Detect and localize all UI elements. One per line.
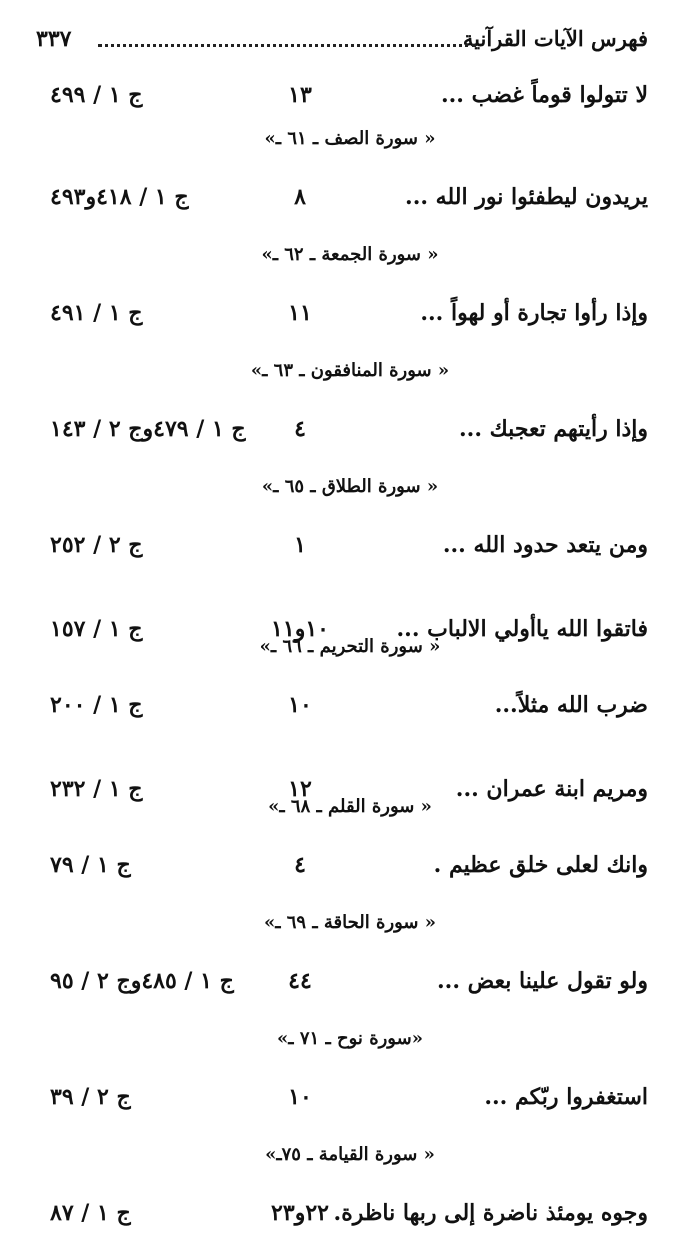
page-header bbox=[36, 14, 648, 54]
surah-heading bbox=[0, 1140, 700, 1172]
ayah-number: ١٢ bbox=[288, 776, 312, 802]
index-entry bbox=[0, 664, 700, 748]
index-entry bbox=[0, 388, 700, 472]
ayah-number: ١ bbox=[294, 532, 306, 558]
surah-heading bbox=[0, 124, 700, 156]
ayah-number: ٤٤ bbox=[288, 968, 312, 994]
volume-page-reference: ج ١ / ٨٧ bbox=[50, 1200, 131, 1226]
surah-title: « سورة الصف ـ ٦١ ـ» bbox=[264, 128, 436, 149]
index-entry bbox=[0, 1056, 700, 1140]
index-entry bbox=[0, 156, 700, 240]
verse-text: وإذا رأيتهم تعجبك ... bbox=[459, 416, 648, 442]
surah-title: «سورة نوح ـ ٧١ ـ» bbox=[277, 1028, 423, 1049]
volume-page-reference: ج ٢ / ٣٩ bbox=[50, 1084, 131, 1110]
verse-text: ضرب الله مثلاً... bbox=[494, 692, 648, 718]
verse-text: لا تتولوا قوماً غضب ... bbox=[440, 82, 648, 108]
ayah-number: ١٠ bbox=[288, 1084, 312, 1110]
index-entry bbox=[0, 272, 700, 356]
surah-heading bbox=[0, 632, 700, 664]
surah-heading bbox=[0, 792, 700, 824]
surah-title: « سورة الطلاق ـ ٦٥ ـ» bbox=[261, 476, 439, 497]
volume-page-reference: ج ١ / ٤٨٥وج ٢ / ٩٥ bbox=[50, 968, 234, 994]
index-entry bbox=[0, 588, 700, 642]
ayah-number: ٤ bbox=[294, 852, 306, 878]
verse-text: وانك لعلى خلق عظيم . bbox=[433, 852, 648, 878]
ayah-number: ١١ bbox=[288, 300, 312, 326]
verse-text: يريدون ليطفئوا نور الله ... bbox=[405, 184, 648, 210]
surah-title: « سورة التحريم ـ ٦٦ ـ» bbox=[259, 636, 441, 657]
surah-heading bbox=[0, 472, 700, 504]
volume-page-reference: ج ١ / ٤٧٩وج ٢ / ١٤٣ bbox=[50, 416, 246, 442]
index-entry bbox=[0, 1172, 700, 1256]
volume-page-reference: ج ١ / ١٥٧ bbox=[50, 616, 143, 642]
surah-title: « سورة القلم ـ ٦٨ ـ» bbox=[268, 796, 432, 817]
page-number: ٣٣٧ bbox=[36, 26, 72, 52]
surah-title: « سورة المنافقون ـ ٦٣ ـ» bbox=[250, 360, 450, 381]
ayah-number: ٤ bbox=[294, 416, 306, 442]
verse-index-list bbox=[0, 54, 700, 1256]
verse-text: استغفروا ربّكم ... bbox=[484, 1084, 648, 1110]
volume-page-reference: ج ١ / ٤٩١ bbox=[50, 300, 143, 326]
ayah-number: ١٣ bbox=[288, 82, 312, 108]
surah-heading bbox=[0, 356, 700, 388]
index-entry bbox=[0, 940, 700, 1024]
volume-page-reference: ج ١ / ٧٩ bbox=[50, 852, 131, 878]
ayah-number: ١٠و١١ bbox=[271, 616, 329, 642]
verse-text: ومريم ابنة عمران ... bbox=[455, 776, 648, 802]
verse-text: فاتقوا الله ياأولي الالباب ... bbox=[396, 616, 648, 642]
surah-heading bbox=[0, 1024, 700, 1056]
ayah-number: ٨ bbox=[294, 184, 306, 210]
surah-title: « سورة الحاقة ـ ٦٩ ـ» bbox=[263, 912, 437, 933]
surah-title: « سورة القيامة ـ ٧٥ـ» bbox=[265, 1144, 435, 1165]
volume-page-reference: ج ١ / ٤٩٩ bbox=[50, 82, 143, 108]
index-entry bbox=[0, 824, 700, 908]
volume-page-reference: ج ١ / ٤١٨و٤٩٣ bbox=[50, 184, 189, 210]
header-title: فهرس الآيات القرآنية bbox=[462, 26, 648, 51]
verse-text: ومن يتعد حدود الله ... bbox=[442, 532, 648, 558]
volume-page-reference: ج ٢ / ٢٥٢ bbox=[50, 532, 143, 558]
verse-text: وإذا رأوا تجارة أو لهواً ... bbox=[420, 300, 648, 326]
ayah-number: ١٠ bbox=[288, 692, 312, 718]
ayah-number: ٢٢و٢٣ bbox=[271, 1200, 329, 1226]
surah-heading bbox=[0, 240, 700, 272]
index-entry bbox=[0, 748, 700, 802]
header-dot-leader bbox=[98, 44, 476, 47]
volume-page-reference: ج ١ / ٢٠٠ bbox=[50, 692, 143, 718]
index-entry bbox=[0, 54, 700, 124]
volume-page-reference: ج ١ / ٢٣٢ bbox=[50, 776, 143, 802]
index-entry bbox=[0, 504, 700, 588]
surah-title: « سورة الجمعة ـ ٦٢ ـ» bbox=[261, 244, 439, 265]
verse-text: وجوه يومئذ ناضرة إلى ربها ناظرة. bbox=[333, 1200, 648, 1226]
verse-text: ولو تقول علينا بعض ... bbox=[437, 968, 648, 994]
surah-heading bbox=[0, 908, 700, 940]
